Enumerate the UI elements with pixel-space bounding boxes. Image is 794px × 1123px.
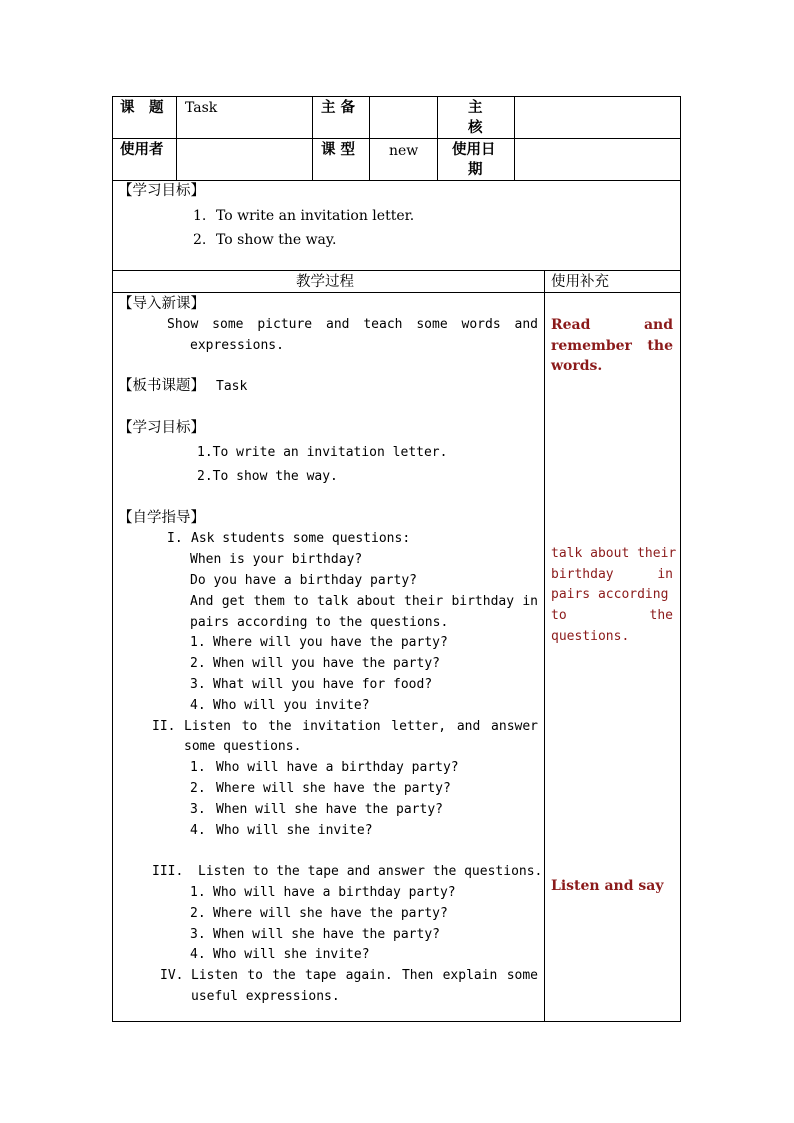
- intro-heading: 【导入新课】: [118, 296, 205, 312]
- note-read-line-2: remember the: [551, 338, 673, 354]
- header-col-divider-3: [369, 96, 370, 181]
- question-number: 1.: [190, 760, 206, 775]
- question-text: When will she have the party?: [216, 802, 443, 817]
- header-divider: [112, 138, 681, 139]
- header-col-divider-1: [176, 96, 177, 181]
- board-heading: 【板书课题】: [118, 378, 205, 394]
- question-text: Who will you invite?: [213, 698, 370, 713]
- section-title: some questions.: [184, 739, 302, 754]
- objective-item: 2.To show the way.: [197, 469, 338, 484]
- question-number: 1.: [190, 885, 206, 900]
- header-col-divider-5: [514, 96, 515, 181]
- supplement-column-header: 使用补充: [551, 274, 609, 290]
- header-col-divider-4: [437, 96, 438, 181]
- table-border-left: [112, 96, 113, 1022]
- objective-item: 1.To write an invitation letter.: [197, 445, 448, 460]
- question-number: 4.: [190, 823, 206, 838]
- question-text: Where will you have the party?: [213, 635, 448, 650]
- section-number: II.: [152, 719, 176, 734]
- section-title: useful expressions.: [191, 989, 340, 1004]
- planner-label: 主 备: [321, 100, 356, 116]
- question-text: Who will she invite?: [213, 947, 370, 962]
- question-number: 2.: [190, 906, 206, 921]
- user-label: 使用者: [120, 142, 164, 158]
- note-read-line-3: words.: [551, 358, 603, 374]
- section-line: Do you have a birthday party?: [190, 573, 417, 588]
- section-line: pairs according to the questions.: [190, 615, 449, 630]
- column-header-bottom-border: [112, 292, 681, 293]
- note-talk-line-4: to the: [551, 608, 673, 623]
- objectives-bottom-border: [112, 270, 681, 271]
- note-read-line-1: Read and: [551, 317, 673, 333]
- question-number: 1.: [190, 635, 206, 650]
- objective-text: To write an invitation letter.: [216, 208, 415, 224]
- note-talk-line-3: pairs according: [551, 587, 669, 602]
- board-value: Task: [216, 379, 248, 394]
- date-label-line2: 期: [468, 162, 483, 178]
- question-number: 2.: [190, 656, 206, 671]
- question-number: 3.: [190, 677, 206, 692]
- guide-heading: 【自学指导】: [118, 510, 205, 526]
- type-label: 课 型: [321, 142, 356, 158]
- note-talk-line-5: questions.: [551, 629, 630, 644]
- date-label-line1: 使用日: [452, 142, 496, 158]
- question-number: 2.: [190, 781, 206, 796]
- section-title: Listen to the tape and answer the questions.: [198, 864, 543, 879]
- objectives-heading: 【学习目标】: [118, 183, 205, 199]
- question-text: Who will she invite?: [216, 823, 373, 838]
- question-number: 4.: [190, 947, 206, 962]
- question-text: Where will she have the party?: [216, 781, 451, 796]
- question-text: Who will have a birthday party?: [213, 885, 456, 900]
- topic-label: 课 题: [120, 100, 164, 116]
- table-border-right: [680, 96, 681, 1022]
- objective-number: 1.: [193, 208, 207, 224]
- question-number: 4.: [190, 698, 206, 713]
- section-number: I.: [167, 531, 183, 546]
- section-line: When is your birthday?: [190, 552, 363, 567]
- reviewer-label-line1: 主: [468, 100, 483, 116]
- question-text: Where will she have the party?: [213, 906, 448, 921]
- question-text: Who will have a birthday party?: [216, 760, 459, 775]
- intro-line-2: expressions.: [190, 338, 284, 353]
- section-title: Ask students some questions:: [191, 531, 411, 546]
- intro-line-1: Show some picture and teach some words and: [167, 317, 538, 332]
- note-talk-line-1: talk about their: [551, 546, 677, 561]
- section-line: And get them to talk about their birthday in: [190, 594, 538, 609]
- question-text: When will you have the party?: [213, 656, 440, 671]
- section-title: Listen to the invitation letter, and answer: [184, 719, 538, 734]
- reviewer-label-line2: 核: [468, 120, 483, 136]
- header-bottom-border: [112, 180, 681, 181]
- question-text: What will you have for food?: [213, 677, 433, 692]
- objective-number: 2.: [193, 232, 207, 248]
- section-number: IV.: [160, 968, 184, 983]
- objective-text: To show the way.: [216, 232, 337, 248]
- section-title: Listen to the tape again. Then explain some: [191, 968, 538, 983]
- type-value: new: [389, 143, 419, 159]
- question-number: 3.: [190, 927, 206, 942]
- question-number: 3.: [190, 802, 206, 817]
- header-col-divider-2: [312, 96, 313, 181]
- question-text: When will she have the party?: [213, 927, 440, 942]
- section-number: III.: [152, 864, 184, 879]
- objectives-heading: 【学习目标】: [118, 420, 205, 436]
- topic-value: Task: [185, 100, 218, 116]
- table-border-top: [112, 96, 681, 97]
- body-col-divider: [544, 270, 545, 1022]
- note-listen: Listen and say: [551, 878, 664, 894]
- process-column-header: 教学过程: [296, 274, 354, 290]
- table-border-bottom: [112, 1021, 681, 1022]
- note-talk-line-2: birthday in: [551, 567, 673, 582]
